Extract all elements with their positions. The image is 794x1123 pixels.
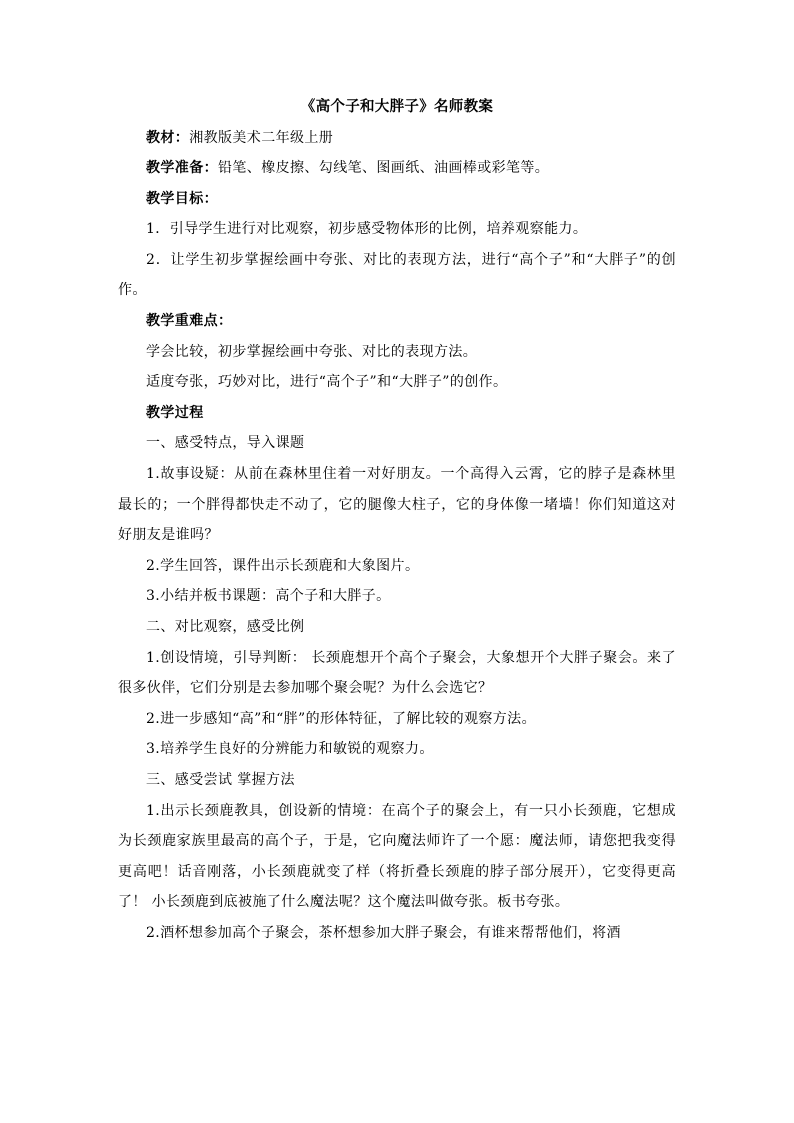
key-point-item: 学会比较，初步掌握绘画中夸张、对比的表现方法。 (146, 343, 478, 360)
section-item: 2.酒杯想参加高个子聚会，茶杯想参加大胖子聚会，有谁来帮帮他们，将酒 (146, 924, 621, 941)
section-item: 2.进一步感知“高”和“胖”的形体特征，了解比较的观察方法。 (146, 710, 536, 727)
section-heading: 二、对比观察，感受比例 (146, 619, 305, 635)
section-item: 1.故事设疑：从前在森林里住着一对好朋友。一个高得入云霄，它的脖子是森林里最长的；一个胖得都快走不动了，它的腿像大柱子，它的身体像一堵墙！你们知道这对好朋友是谁吗？ (118, 466, 676, 544)
section-item: 3.培养学生良好的分辨能力和敏锐的观察力。 (146, 741, 434, 758)
objectives-heading: 教学目标： (146, 190, 218, 207)
preparation-label: 教学准备： (146, 160, 218, 177)
document-title: 《高个子和大胖子》名师教案 (300, 98, 494, 115)
section-heading: 一、感受特点，导入课题 (146, 435, 305, 452)
objective-item: 1．引导学生进行对比观察，初步感受物体形的比例，培养观察能力。 (146, 221, 588, 238)
section-heading: 三、感受尝试 掌握方法 (146, 771, 295, 788)
key-point-item: 适度夸张，巧妙对比，进行“高个子”和“大胖子”的创作。 (146, 374, 508, 391)
objective-item: 2．让学生初步掌握绘画中夸张、对比的表现方法，进行“高个子”和“大胖子”的创作。 (118, 251, 676, 299)
key-points-heading: 教学重难点： (146, 313, 233, 330)
preparation-line (118, 153, 676, 184)
material-label: 教材： (146, 129, 190, 146)
material-line (118, 123, 676, 154)
section-item: 2.学生回答，课件出示长颈鹿和大象图片。 (146, 557, 420, 574)
section-item: 1.出示长颈鹿教具，创设新的情境：在高个子的聚会上，有一只小长颈鹿，它想成为长颈鹿家族里最高的高个子，于是，它向魔法师许了一个愿：魔法师，请您把我变得更高吧！话音刚落，小长颈鹿就变了样（将折叠长颈鹿的脖子部分展开），它变得更高了！ 小长颈鹿到底被施了什么魔法呢？这个魔法叫做夸张。板书夸张。 (118, 802, 676, 911)
section-item: 1.创设情境，引导判断： 长颈鹿想开个高个子聚会，大象想开个大胖子聚会。来了很多伙伴，它们分别是去参加哪个聚会呢？为什么会选它？ (118, 649, 676, 697)
process-heading: 教学过程 (146, 404, 204, 421)
preparation-value: 铅笔、橡皮擦、勾线笔、图画纸、油画棒或彩笔等。 (218, 160, 550, 177)
section-item: 3.小结并板书课题：高个子和大胖子。 (146, 588, 391, 605)
document-content (118, 92, 676, 949)
material-value: 湘教版美术二年级上册 (189, 129, 334, 146)
